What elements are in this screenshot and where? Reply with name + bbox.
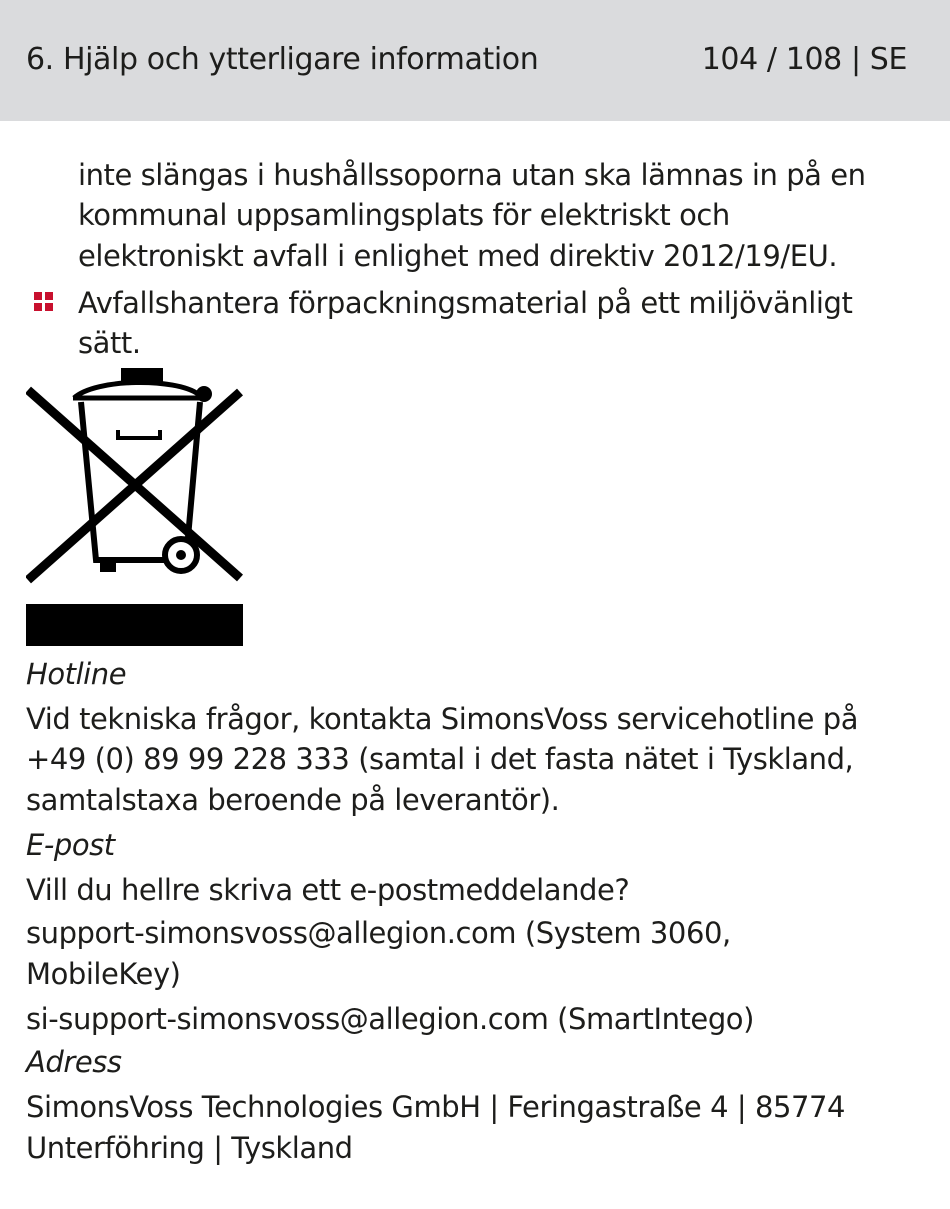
email-intro: Vill du hellre skriva ett e-postmeddelande? xyxy=(26,873,630,907)
chapter-title: 6. Hjälp och ytterligare information xyxy=(26,42,539,77)
address-heading: Adress xyxy=(26,1045,122,1079)
disposal-text-line-3: elektroniskt avfall i enlighet med direktiv 2012/19/EU. xyxy=(78,239,838,273)
packaging-text-line-1: Avfallshantera förpackningsmaterial på ett miljövänligt xyxy=(78,286,853,320)
email-si-support[interactable]: si-support-simonsvoss@allegion.com (SmartIntego) xyxy=(26,1002,754,1036)
address-line-2: Unterföhring | Tyskland xyxy=(26,1131,353,1165)
hotline-text-line-1: Vid tekniska frågor, kontakta SimonsVoss servicehotline på xyxy=(26,702,859,736)
disposal-text-line-1: inte slängas i hushållssoporna utan ska lämnas in på en xyxy=(78,158,866,192)
hotline-text-line-3: samtalstaxa beroende på leverantör). xyxy=(26,783,560,817)
email-heading: E-post xyxy=(26,828,115,862)
page-header xyxy=(0,0,950,121)
hotline-text-line-2: +49 (0) 89 99 228 333 (samtal i det fasta nätet i Tyskland, xyxy=(26,742,854,776)
crossed-out-wheelie-bin-icon xyxy=(26,366,244,648)
packaging-text-line-2: sätt. xyxy=(78,326,141,360)
hotline-heading: Hotline xyxy=(26,657,127,691)
disposal-text-line-2: kommunal uppsamlingsplats för elektriskt och xyxy=(78,198,730,232)
email-support-line-2: MobileKey) xyxy=(26,957,181,991)
page-number: 104 / 108 | SE xyxy=(701,42,907,77)
bullet-icon xyxy=(34,292,54,312)
address-line-1: SimonsVoss Technologies GmbH | Feringastraße 4 | 85774 xyxy=(26,1090,845,1124)
email-support-line-1[interactable]: support-simonsvoss@allegion.com (System 3060, xyxy=(26,916,731,950)
